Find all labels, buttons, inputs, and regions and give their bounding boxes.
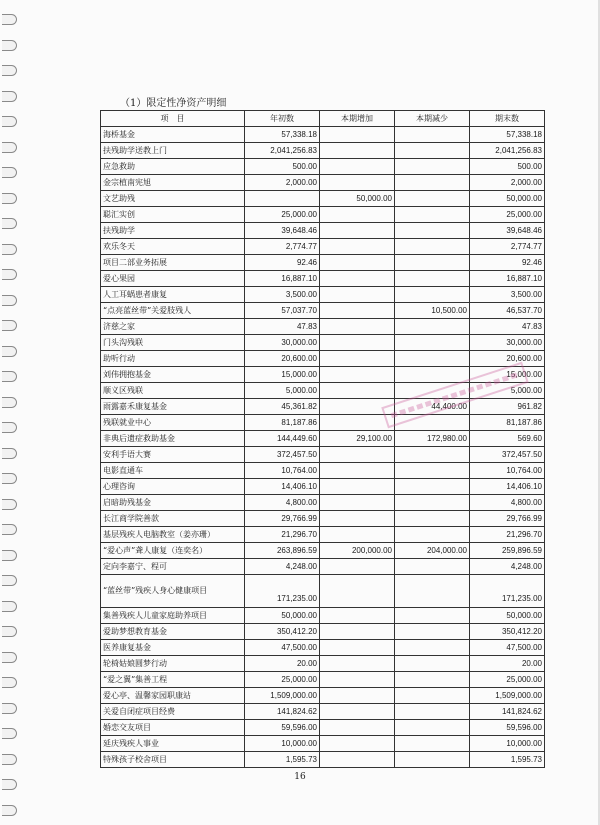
end-value: 2,000.00 xyxy=(470,175,545,191)
binder-ring xyxy=(2,397,17,408)
decrease-value xyxy=(395,656,470,672)
binder-ring xyxy=(2,652,17,663)
end-value: 372,457.50 xyxy=(470,447,545,463)
increase-value xyxy=(320,351,395,367)
table-row xyxy=(101,608,545,624)
table-row xyxy=(101,143,545,159)
table-row xyxy=(101,447,545,463)
begin-value: 16,887.10 xyxy=(245,271,320,287)
increase-value xyxy=(320,175,395,191)
begin-value: 20,600.00 xyxy=(245,351,320,367)
item-name: “点亮蓝丝带”关爱肢残人 xyxy=(101,303,245,319)
begin-value: 10,000.00 xyxy=(245,736,320,752)
end-value: 20.00 xyxy=(470,656,545,672)
begin-value: 25,000.00 xyxy=(245,207,320,223)
end-value: 569.60 xyxy=(470,431,545,447)
item-name: 聪汇实创 xyxy=(101,207,245,223)
decrease-value xyxy=(395,575,470,608)
table-row xyxy=(101,159,545,175)
begin-value: 57,338.18 xyxy=(245,127,320,143)
item-name: 爱心果园 xyxy=(101,271,245,287)
binder-ring xyxy=(2,499,17,510)
end-value: 4,248.00 xyxy=(470,559,545,575)
item-name: 基层残疾人电脑教室（姜亦珊） xyxy=(101,527,245,543)
table-row xyxy=(101,688,545,704)
item-name: 扶残助学送教上门 xyxy=(101,143,245,159)
item-name: 爱助梦想教育基金 xyxy=(101,624,245,640)
binder-ring xyxy=(2,91,17,102)
item-name: 刘伟拥抱基金 xyxy=(101,367,245,383)
item-name: “爱心声”聋人康复（连奕名） xyxy=(101,543,245,559)
end-value: 2,774.77 xyxy=(470,239,545,255)
header-decrease: 本期减少 xyxy=(395,111,470,127)
binder-ring xyxy=(2,244,17,255)
table-row xyxy=(101,223,545,239)
begin-value: 29,766.99 xyxy=(245,511,320,527)
increase-value xyxy=(320,271,395,287)
begin-value: 171,235.00 xyxy=(245,575,320,608)
binder-ring xyxy=(2,575,17,586)
increase-value xyxy=(320,688,395,704)
end-value: 92.46 xyxy=(470,255,545,271)
item-name: 心理咨询 xyxy=(101,479,245,495)
table-row xyxy=(101,463,545,479)
binder-ring xyxy=(2,677,17,688)
section-title: （1）限定性净资产明细 xyxy=(120,98,227,109)
item-name: 欢乐冬天 xyxy=(101,239,245,255)
end-value: 1,509,000.00 xyxy=(470,688,545,704)
begin-value: 141,824.62 xyxy=(245,704,320,720)
decrease-value xyxy=(395,351,470,367)
end-value: 30,000.00 xyxy=(470,335,545,351)
begin-value: 372,457.50 xyxy=(245,447,320,463)
decrease-value xyxy=(395,175,470,191)
begin-value: 2,774.77 xyxy=(245,239,320,255)
decrease-value xyxy=(395,463,470,479)
table-row xyxy=(101,656,545,672)
end-value: 29,766.99 xyxy=(470,511,545,527)
binder-rings xyxy=(0,0,22,825)
binder-ring xyxy=(2,422,17,433)
begin-value: 92.46 xyxy=(245,255,320,271)
table-row xyxy=(101,479,545,495)
table-row xyxy=(101,752,545,768)
begin-value: 21,296.70 xyxy=(245,527,320,543)
begin-value: 263,896.59 xyxy=(245,543,320,559)
begin-value: 500.00 xyxy=(245,159,320,175)
begin-value: 47,500.00 xyxy=(245,640,320,656)
table-row xyxy=(101,640,545,656)
item-name: 延庆残疾人事业 xyxy=(101,736,245,752)
increase-value xyxy=(320,479,395,495)
binder-ring xyxy=(2,550,17,561)
table-row xyxy=(101,239,545,255)
end-value: 25,000.00 xyxy=(470,672,545,688)
table-row xyxy=(101,720,545,736)
table-row xyxy=(101,559,545,575)
item-name: 安利手语大赛 xyxy=(101,447,245,463)
begin-value: 15,000.00 xyxy=(245,367,320,383)
binder-ring xyxy=(2,295,17,306)
decrease-value xyxy=(395,287,470,303)
begin-value: 57,037.70 xyxy=(245,303,320,319)
decrease-value xyxy=(395,527,470,543)
table-row xyxy=(101,511,545,527)
header-increase: 本期增加 xyxy=(320,111,395,127)
decrease-value: 172,980.00 xyxy=(395,431,470,447)
begin-value: 1,509,000.00 xyxy=(245,688,320,704)
end-value: 500.00 xyxy=(470,159,545,175)
begin-value: 2,041,256.83 xyxy=(245,143,320,159)
decrease-value xyxy=(395,640,470,656)
increase-value xyxy=(320,255,395,271)
increase-value xyxy=(320,704,395,720)
table-row xyxy=(101,255,545,271)
binder-ring xyxy=(2,167,17,178)
item-name: 关爱自闭症项目经费 xyxy=(101,704,245,720)
begin-value: 350,412.20 xyxy=(245,624,320,640)
binder-ring xyxy=(2,524,17,535)
binder-ring xyxy=(2,703,17,714)
end-value: 47,500.00 xyxy=(470,640,545,656)
header-begin: 年初数 xyxy=(245,111,320,127)
binder-ring xyxy=(2,371,17,382)
binder-ring xyxy=(2,14,17,25)
item-name: 文艺助残 xyxy=(101,191,245,207)
begin-value: 1,595.73 xyxy=(245,752,320,768)
item-name: 非典后遗症救助基金 xyxy=(101,431,245,447)
begin-value: 4,800.00 xyxy=(245,495,320,511)
decrease-value xyxy=(395,736,470,752)
item-name: 应急救助 xyxy=(101,159,245,175)
decrease-value: 204,000.00 xyxy=(395,543,470,559)
table-row xyxy=(101,624,545,640)
begin-value: 81,187.86 xyxy=(245,415,320,431)
table-row xyxy=(101,191,545,207)
end-value: 141,824.62 xyxy=(470,704,545,720)
increase-value xyxy=(320,319,395,335)
decrease-value xyxy=(395,511,470,527)
table-row xyxy=(101,575,545,608)
end-value: 1,595.73 xyxy=(470,752,545,768)
decrease-value xyxy=(395,335,470,351)
increase-value: 50,000.00 xyxy=(320,191,395,207)
item-name: 人工耳蜗患者康复 xyxy=(101,287,245,303)
decrease-value xyxy=(395,479,470,495)
begin-value xyxy=(245,191,320,207)
increase-value xyxy=(320,239,395,255)
item-name: 长江商学院善款 xyxy=(101,511,245,527)
table-row xyxy=(101,672,545,688)
end-value: 14,406.10 xyxy=(470,479,545,495)
increase-value xyxy=(320,463,395,479)
decrease-value: 10,500.00 xyxy=(395,303,470,319)
binder-ring xyxy=(2,116,17,127)
end-value: 2,041,256.83 xyxy=(470,143,545,159)
end-value: 16,887.10 xyxy=(470,271,545,287)
increase-value xyxy=(320,672,395,688)
begin-value: 144,449.60 xyxy=(245,431,320,447)
begin-value: 59,596.00 xyxy=(245,720,320,736)
binder-ring xyxy=(2,448,17,459)
decrease-value xyxy=(395,752,470,768)
end-value: 50,000.00 xyxy=(470,191,545,207)
item-name: 顺义区残联 xyxy=(101,383,245,399)
item-name: 医养康复基金 xyxy=(101,640,245,656)
increase-value xyxy=(320,656,395,672)
decrease-value xyxy=(395,239,470,255)
decrease-value xyxy=(395,447,470,463)
increase-value xyxy=(320,495,395,511)
decrease-value: 44,400.00 xyxy=(395,399,470,415)
binder-ring xyxy=(2,346,17,357)
end-value: 10,000.00 xyxy=(470,736,545,752)
decrease-value xyxy=(395,608,470,624)
end-value: 39,648.46 xyxy=(470,223,545,239)
end-value: 20,600.00 xyxy=(470,351,545,367)
binder-ring xyxy=(2,754,17,765)
increase-value xyxy=(320,287,395,303)
begin-value: 3,500.00 xyxy=(245,287,320,303)
decrease-value xyxy=(395,159,470,175)
page-number: 16 xyxy=(294,772,306,782)
increase-value xyxy=(320,207,395,223)
table-row xyxy=(101,175,545,191)
item-name: 残联就业中心 xyxy=(101,415,245,431)
decrease-value xyxy=(395,191,470,207)
table-row xyxy=(101,431,545,447)
increase-value xyxy=(320,608,395,624)
increase-value: 29,100.00 xyxy=(320,431,395,447)
increase-value xyxy=(320,736,395,752)
begin-value: 2,000.00 xyxy=(245,175,320,191)
end-value: 259,896.59 xyxy=(470,543,545,559)
item-name: 扶残助学 xyxy=(101,223,245,239)
table-row xyxy=(101,127,545,143)
binder-ring xyxy=(2,805,17,816)
item-name: 金宗植南宪旭 xyxy=(101,175,245,191)
item-name: 门头沟残联 xyxy=(101,335,245,351)
table-row xyxy=(101,335,545,351)
begin-value: 4,248.00 xyxy=(245,559,320,575)
table-row xyxy=(101,704,545,720)
table-header-row xyxy=(101,111,545,127)
end-value: 5,000.00 xyxy=(470,383,545,399)
table-row xyxy=(101,736,545,752)
increase-value xyxy=(320,575,395,608)
increase-value xyxy=(320,127,395,143)
item-name: 定向李嘉宁、程可 xyxy=(101,559,245,575)
increase-value: 200,000.00 xyxy=(320,543,395,559)
end-value: 10,764.00 xyxy=(470,463,545,479)
increase-value xyxy=(320,367,395,383)
binder-ring xyxy=(2,193,17,204)
increase-value xyxy=(320,223,395,239)
end-value: 15,000.00 xyxy=(470,367,545,383)
binder-ring xyxy=(2,728,17,739)
end-value: 46,537.70 xyxy=(470,303,545,319)
table-row xyxy=(101,527,545,543)
table-row xyxy=(101,351,545,367)
increase-value xyxy=(320,559,395,575)
decrease-value xyxy=(395,143,470,159)
increase-value xyxy=(320,159,395,175)
increase-value xyxy=(320,752,395,768)
decrease-value xyxy=(395,223,470,239)
item-name: “蓝丝带”残疾人身心健康项目 xyxy=(101,575,245,608)
increase-value xyxy=(320,143,395,159)
end-value: 57,338.18 xyxy=(470,127,545,143)
begin-value: 39,648.46 xyxy=(245,223,320,239)
begin-value: 20.00 xyxy=(245,656,320,672)
increase-value xyxy=(320,527,395,543)
decrease-value xyxy=(395,624,470,640)
begin-value: 14,406.10 xyxy=(245,479,320,495)
item-name: 爱心亭、温馨家园职康站 xyxy=(101,688,245,704)
decrease-value xyxy=(395,207,470,223)
table-body xyxy=(101,127,545,768)
decrease-value xyxy=(395,255,470,271)
decrease-value xyxy=(395,495,470,511)
increase-value xyxy=(320,447,395,463)
increase-value xyxy=(320,640,395,656)
begin-value: 45,361.82 xyxy=(245,399,320,415)
table-row xyxy=(101,271,545,287)
table-row xyxy=(101,319,545,335)
end-value: 81,187.86 xyxy=(470,415,545,431)
table-row xyxy=(101,287,545,303)
item-name: 轮椅姑娘圆梦行动 xyxy=(101,656,245,672)
decrease-value xyxy=(395,271,470,287)
end-value: 21,296.70 xyxy=(470,527,545,543)
header-end: 期末数 xyxy=(470,111,545,127)
end-value: 25,000.00 xyxy=(470,207,545,223)
end-value: 3,500.00 xyxy=(470,287,545,303)
binder-ring xyxy=(2,626,17,637)
decrease-value xyxy=(395,319,470,335)
begin-value: 30,000.00 xyxy=(245,335,320,351)
end-value: 4,800.00 xyxy=(470,495,545,511)
item-name: 雨露嘉禾康复基金 xyxy=(101,399,245,415)
end-value: 350,412.20 xyxy=(470,624,545,640)
end-value: 50,000.00 xyxy=(470,608,545,624)
item-name: 启暗助残基金 xyxy=(101,495,245,511)
begin-value: 10,764.00 xyxy=(245,463,320,479)
item-name: 海桥基金 xyxy=(101,127,245,143)
restricted-net-assets-table xyxy=(100,110,545,768)
table-row xyxy=(101,207,545,223)
binder-ring xyxy=(2,473,17,484)
begin-value: 47.83 xyxy=(245,319,320,335)
table-row xyxy=(101,543,545,559)
item-name: 电影直通车 xyxy=(101,463,245,479)
increase-value xyxy=(320,720,395,736)
table-row xyxy=(101,495,545,511)
decrease-value xyxy=(395,704,470,720)
begin-value: 25,000.00 xyxy=(245,672,320,688)
decrease-value xyxy=(395,688,470,704)
header-item: 项 目 xyxy=(101,111,245,127)
binder-ring xyxy=(2,218,17,229)
item-name: “爱之翼”集善工程 xyxy=(101,672,245,688)
decrease-value xyxy=(395,559,470,575)
item-name: 济慈之家 xyxy=(101,319,245,335)
table-row xyxy=(101,415,545,431)
item-name: 集善残疾人儿童家庭助养项目 xyxy=(101,608,245,624)
increase-value xyxy=(320,303,395,319)
item-name: 助听行动 xyxy=(101,351,245,367)
binder-ring xyxy=(2,65,17,76)
item-name: 项目二部业务拓展 xyxy=(101,255,245,271)
item-name: 特殊孩子校舍项目 xyxy=(101,752,245,768)
end-value: 171,235.00 xyxy=(470,575,545,608)
binder-ring xyxy=(2,320,17,331)
table-row xyxy=(101,303,545,319)
binder-ring xyxy=(2,142,17,153)
begin-value: 50,000.00 xyxy=(245,608,320,624)
begin-value: 5,000.00 xyxy=(245,383,320,399)
decrease-value xyxy=(395,127,470,143)
decrease-value xyxy=(395,672,470,688)
increase-value xyxy=(320,335,395,351)
item-name: 婚恋交友项目 xyxy=(101,720,245,736)
end-value: 47.83 xyxy=(470,319,545,335)
end-value: 59,596.00 xyxy=(470,720,545,736)
decrease-value xyxy=(395,720,470,736)
end-value: 961.82 xyxy=(470,399,545,415)
binder-ring xyxy=(2,269,17,280)
increase-value xyxy=(320,511,395,527)
binder-ring xyxy=(2,40,17,51)
binder-ring xyxy=(2,601,17,612)
increase-value xyxy=(320,624,395,640)
